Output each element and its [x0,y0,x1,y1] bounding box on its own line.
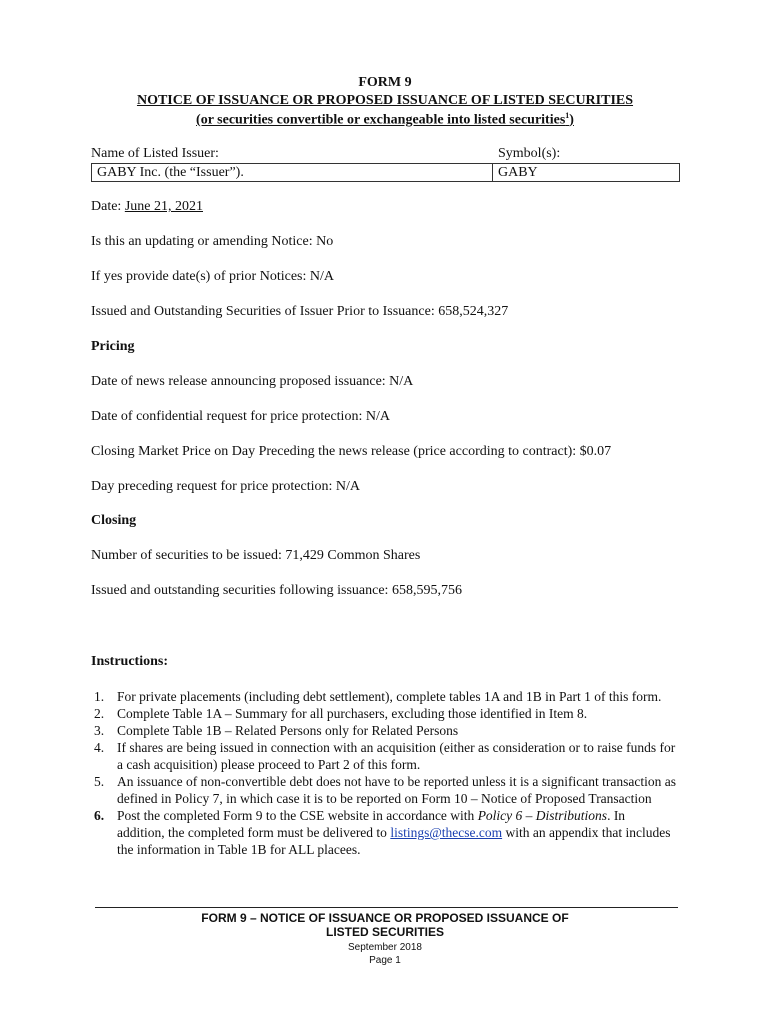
updating-notice: Is this an updating or amending Notice: No [91,234,334,249]
item-text: Complete Table 1B – Related Persons only for Related Persons [117,723,459,738]
list-item [91,807,676,858]
issuer-name-label: Name of Listed Issuer: [91,146,219,161]
footer-title-line1: FORM 9 – NOTICE OF ISSUANCE OR PROPOSED ISSUANCE OF [201,911,569,925]
form-number: FORM 9 [358,75,412,90]
item6-text-b: . In addition, the completed form must be delivered to [117,808,626,840]
item6-text-a: Post the completed Form 9 to the CSE website in accordance with [117,808,478,823]
symbol-value: GABY [492,164,538,181]
symbol-label: Symbol(s): [498,146,561,161]
list-item [91,739,676,773]
list-item [91,688,676,705]
item-text: For private placements (including debt settlement), complete tables 1A and 1B in Part 1 of this form. [117,689,662,704]
closing-market-price: Closing Market Price on Day Preceding the news release (price according to contract): $0.07 [91,444,612,459]
pricing-heading: Pricing [91,339,135,354]
instructions-list [91,688,676,858]
issuer-name-value: GABY Inc. (the “Issuer”). [97,165,244,180]
day-preceding-request: Day preceding request for price protection: N/A [91,479,361,494]
closing-heading: Closing [91,513,137,528]
form-subtitle [0,111,770,129]
list-item [91,773,676,807]
subtitle-text: (or securities convertible or exchangeable into listed securities [196,112,566,128]
date-label: Date: [91,199,125,214]
form-title: NOTICE OF ISSUANCE OR PROPOSED ISSUANCE OF LISTED SECURITIES [136,93,634,108]
page-number: Page 1 [369,955,401,966]
securities-to-issue: Number of securities to be issued: 71,429 Common Shares [91,548,421,563]
subtitle-close: ) [569,112,574,128]
item-number: 6. [94,808,105,823]
footer-title-line2: LISTED SECURITIES [325,925,444,939]
footer-divider [95,907,678,908]
item-text: An issuance of non-convertible debt does not have to be reported unless it is a significant transaction as defined in Policy 7, in which case it is to be reported on Form 10 – Notice of Proposed Transaction [117,774,676,806]
item-number: 4. [94,740,105,755]
confidential-request-date: Date of confidential request for price protection: N/A [91,409,390,424]
news-release-date: Date of news release announcing proposed issuance: N/A [91,374,414,389]
footnote-marker: 1 [565,111,570,120]
issuer-value-row [91,163,680,182]
item-number: 3. [94,723,105,738]
outstanding-prior: Issued and Outstanding Securities of Issuer Prior to Issuance: 658,524,327 [91,304,509,319]
instructions-heading: Instructions: [91,654,169,669]
outstanding-after: Issued and outstanding securities following issuance: 658,595,756 [91,583,462,598]
footer-date: September 2018 [348,942,422,953]
list-item [91,722,676,739]
issuer-table [91,146,680,182]
item-text: If shares are being issued in connection with an acquisition (either as consideration or to raise funds for a cash acquisition) please proceed to Part 2 of this form. [117,740,676,772]
policy-reference: Policy 6 – Distributions [477,808,608,823]
item-number: 5. [94,774,105,789]
date-value: June 21, 2021 [124,199,203,214]
item6-text-c: with an appendix that includes the information in Table 1B for ALL placees. [117,825,671,857]
item-number: 1. [94,689,105,704]
date-line [91,199,203,215]
prior-notices: If yes provide date(s) of prior Notices: N/A [91,269,334,284]
item-text: Complete Table 1A – Summary for all purchasers, excluding those identified in Item 8. [117,706,588,721]
listings-email-link[interactable]: listings@thecse.com [390,825,503,840]
list-item [91,705,676,722]
item-number: 2. [94,706,105,721]
